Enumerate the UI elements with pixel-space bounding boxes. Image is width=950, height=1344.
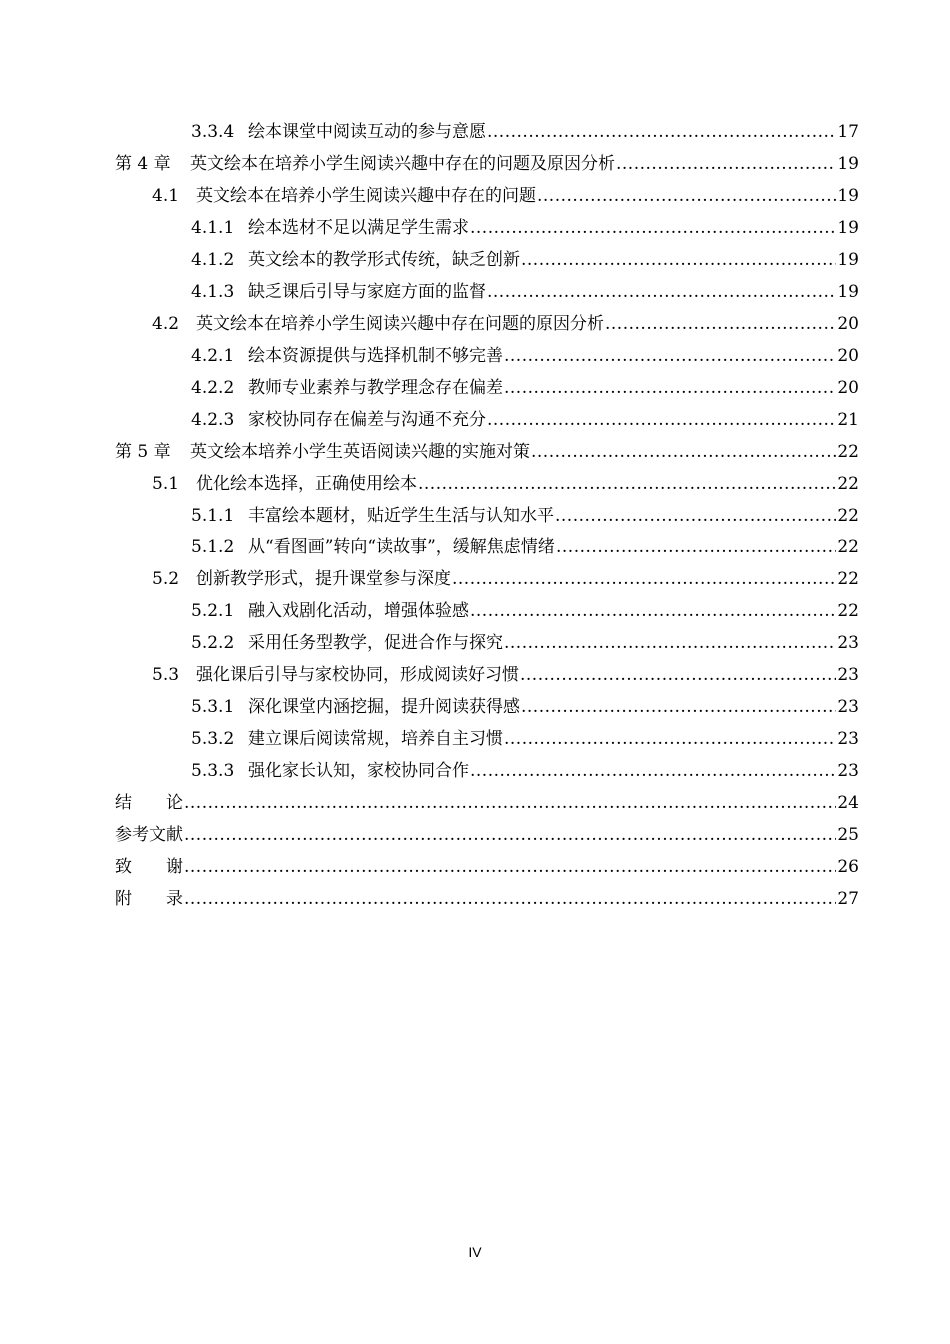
toc-entry-title: 致 谢 [115, 857, 183, 878]
toc-entry-number: 4.2.3 [191, 409, 235, 430]
toc-entry-number: 4.1 [152, 185, 180, 206]
toc-dot-leader [184, 884, 836, 914]
toc-entry-number: 4.2 [152, 313, 180, 334]
toc-entry-title: 英文绘本的教学形式传统，缺乏创新 [248, 249, 520, 270]
toc-dot-leader [555, 501, 836, 531]
toc-entry-title: 强化家长认知，家校协同合作 [248, 761, 469, 782]
toc-dot-leader [521, 692, 836, 722]
toc-entry-number: 4.1.3 [191, 281, 235, 302]
toc-dot-leader [521, 245, 836, 275]
toc-entry-title: 优化绘本选择，正确使用绘本 [196, 473, 417, 494]
toc-entry-page: 19 [837, 185, 859, 206]
toc-entry-page: 22 [837, 505, 859, 526]
toc-dot-leader [531, 437, 836, 467]
toc-entry[interactable] [0, 117, 950, 147]
toc-entry[interactable] [0, 469, 950, 499]
toc-entry[interactable] [0, 213, 950, 243]
toc-entry-number: 第 4 章 [115, 153, 171, 174]
toc-entry-number: 4.2.2 [191, 377, 235, 398]
toc-entry[interactable] [0, 884, 950, 914]
toc-entry-number: 5.3.1 [191, 697, 235, 718]
toc-entry-title: 从“看图画”转向“读故事”，缓解焦虑情绪 [248, 537, 555, 558]
toc-entry-title: 采用任务型教学，促进合作与探究 [248, 633, 503, 654]
toc-entry-page: 21 [837, 409, 859, 430]
toc-entry-title: 结 论 [115, 793, 183, 814]
toc-entry-page: 20 [837, 345, 859, 366]
toc-entry[interactable] [0, 852, 950, 882]
toc-entry-page: 20 [837, 313, 859, 334]
toc-entry[interactable] [0, 820, 950, 850]
toc-entry[interactable] [0, 149, 950, 179]
toc-entry-number: 5.2.1 [191, 601, 235, 622]
toc-dot-leader [470, 213, 836, 243]
toc-entry-page: 19 [837, 217, 859, 238]
toc-entry-title: 参考文献 [115, 825, 183, 846]
toc-entry-number: 5.1.1 [191, 505, 235, 526]
toc-entry[interactable] [0, 501, 950, 531]
toc-entry-number: 第 5 章 [115, 441, 171, 462]
toc-entry-page: 26 [837, 857, 859, 878]
toc-entry-number: 5.2.2 [191, 633, 235, 654]
toc-entry-page: 25 [837, 825, 859, 846]
toc-dot-leader [520, 660, 836, 690]
toc-entry-title: 丰富绘本题材，贴近学生生活与认知水平 [248, 505, 554, 526]
toc-dot-leader [504, 724, 836, 754]
toc-entry[interactable] [0, 724, 950, 754]
toc-entry-page: 22 [837, 601, 859, 622]
toc-entry-title: 英文绘本在培养小学生阅读兴趣中存在的问题及原因分析 [190, 153, 615, 174]
toc-entry-title: 英文绘本在培养小学生阅读兴趣中存在的问题 [196, 185, 536, 206]
toc-entry[interactable] [0, 628, 950, 658]
toc-entry-page: 23 [837, 697, 859, 718]
toc-dot-leader [556, 532, 836, 562]
toc-entry-title: 附 录 [115, 889, 183, 910]
toc-entry-number: 5.2 [152, 569, 180, 590]
toc-entry-title: 英文绘本培养小学生英语阅读兴趣的实施对策 [190, 441, 530, 462]
toc-entry-title: 建立课后阅读常规，培养自主习惯 [248, 729, 503, 750]
toc-dot-leader [470, 596, 836, 626]
toc-entry-title: 缺乏课后引导与家庭方面的监督 [248, 281, 486, 302]
toc-entry[interactable] [0, 437, 950, 467]
toc-entry-title: 强化课后引导与家校协同，形成阅读好习惯 [196, 665, 519, 686]
toc-entry[interactable] [0, 660, 950, 690]
toc-dot-leader [487, 117, 836, 147]
toc-entry[interactable] [0, 564, 950, 594]
toc-dot-leader [504, 628, 836, 658]
toc-entry-page: 19 [837, 153, 859, 174]
toc-entry-page: 27 [837, 889, 859, 910]
toc-dot-leader [184, 852, 836, 882]
toc-entry[interactable] [0, 596, 950, 626]
toc-entry-page: 19 [837, 281, 859, 302]
toc-entry-title: 英文绘本在培养小学生阅读兴趣中存在问题的原因分析 [196, 313, 604, 334]
toc-entry[interactable] [0, 692, 950, 722]
toc-entry-title: 深化课堂内涵挖掘，提升阅读获得感 [248, 697, 520, 718]
toc-entry-page: 23 [837, 665, 859, 686]
toc-entry-page: 23 [837, 761, 859, 782]
toc-entry[interactable] [0, 245, 950, 275]
toc-entry[interactable] [0, 309, 950, 339]
toc-entry-number: 5.3.2 [191, 729, 235, 750]
toc-entry-number: 5.1 [152, 473, 180, 494]
toc-entry[interactable] [0, 405, 950, 435]
toc-dot-leader [504, 373, 836, 403]
toc-dot-leader [470, 756, 836, 786]
toc-entry-page: 20 [837, 377, 859, 398]
toc-entry-page: 17 [837, 122, 859, 142]
toc-entry-title: 绘本选材不足以满足学生需求 [248, 217, 469, 238]
toc-entry-number: 4.1.1 [191, 217, 235, 238]
toc-entry-page: 24 [837, 793, 859, 814]
toc-entry[interactable] [0, 277, 950, 307]
toc-entry-title: 绘本资源提供与选择机制不够完善 [248, 345, 503, 366]
toc-entry-number: 5.1.2 [191, 537, 235, 558]
toc-entry-page: 22 [837, 537, 859, 558]
toc-dot-leader [605, 309, 836, 339]
toc-dot-leader [418, 469, 836, 499]
toc-entry[interactable] [0, 756, 950, 786]
toc-dot-leader [504, 341, 836, 371]
page-number: IV [468, 1244, 482, 1260]
toc-entry-number: 5.3.3 [191, 761, 235, 782]
toc-dot-leader [487, 405, 836, 435]
toc-entry[interactable] [0, 788, 950, 818]
toc-entry-page: 23 [837, 633, 859, 654]
toc-entry-title: 家校协同存在偏差与沟通不充分 [248, 409, 486, 430]
toc-dot-leader [616, 149, 836, 179]
toc-entry-number: 4.2.1 [191, 345, 235, 366]
toc-entry[interactable] [0, 181, 950, 211]
toc-entry-page: 19 [837, 249, 859, 270]
toc-entry-number: 3.3.4 [191, 122, 235, 142]
toc-dot-leader [452, 564, 836, 594]
toc-entry-title: 绘本课堂中阅读互动的参与意愿 [248, 122, 486, 142]
toc-dot-leader [184, 820, 836, 850]
toc-entry-title: 创新教学形式，提升课堂参与深度 [196, 569, 451, 590]
toc-entry-title: 教师专业素养与教学理念存在偏差 [248, 377, 503, 398]
toc-dot-leader [537, 181, 836, 211]
toc-entry-number: 5.3 [152, 665, 180, 686]
toc-entry-page: 22 [837, 569, 859, 590]
toc-entry-page: 22 [837, 473, 859, 494]
toc-dot-leader [184, 788, 836, 818]
toc-entry[interactable] [0, 532, 950, 562]
toc-entry-page: 22 [837, 441, 859, 462]
toc-entry[interactable] [0, 341, 950, 371]
toc-entry[interactable] [0, 373, 950, 403]
toc-entry-title: 融入戏剧化活动，增强体验感 [248, 601, 469, 622]
toc-dot-leader [487, 277, 836, 307]
toc-entry-number: 4.1.2 [191, 249, 235, 270]
toc-entry-page: 23 [837, 729, 859, 750]
